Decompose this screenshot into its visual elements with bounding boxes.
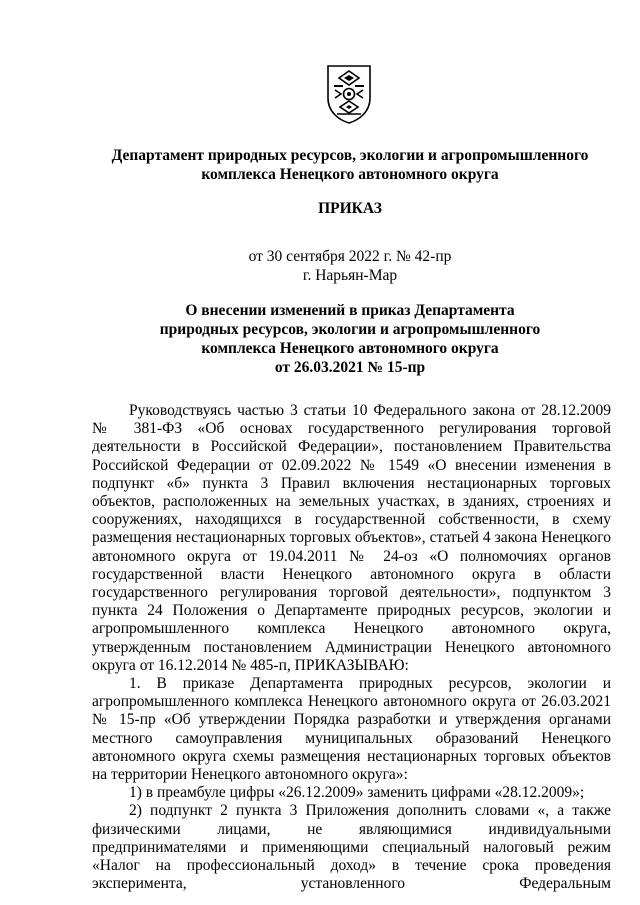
department-line-2: комплекса Ненецкого автономного округа: [201, 166, 499, 183]
subitem-1-paragraph: 1) в преамбуле цифры «26.12.2009» заменить цифрами «28.12.2009»;: [129, 784, 585, 802]
subject-line-4: от 26.03.2021 № 15-пр: [274, 359, 426, 376]
order-date-block: [60, 247, 640, 285]
order-date-number: от 30 сентября 2022 г. № 42-пр: [248, 248, 452, 265]
document-body: [92, 402, 611, 893]
item-1-paragraph: 1. В приказе Департамента природных ресурсов, экологии и агропромышленного комплекса Ненецкого автономного округа от 26.03.2021 № 15-пр «Об утверждении Порядка разработки и утверждения органами местного самоуправления муниципальных образований Ненецкого автономного округа схемы размещения нестационарных торговых объектов на территории Ненецкого автономного округа»:: [92, 675, 611, 784]
order-subject: [60, 301, 640, 377]
preamble-paragraph: Руководствуясь частью 3 статьи 10 Федерального закона от 28.12.2009 № 381-ФЗ «Об основах государственного регулирования торговой деятельности в Российской Федерации», постановлением Правительства Российской Федерации от 02.09.2022 № 1549 «О внесении изменения в подпункт «б» пункта 3 Правил включения нестационарных торговых объектов, расположенных на земельных участках, в зданиях, строениях и сооружениях, находящихся в государственной собственности, в схему размещения нестационарных торговых объектов», статьей 4 закона Ненецкого автономного округа от 19.04.2011 № 24-оз «О полномочиях органов государственной власти Ненецкого автономного округа в области государственного регулирования торговой деятельности», подпунктом 3 пункта 24 Положения о Департаменте природных ресурсов, экологии и агропромышленного комплекса Ненецкого автономного округа, утвержденным постановлением Администрации Ненецкого автономного округа от 16.12.2014 № 485-п, ПРИКАЗЫВАЮ:: [92, 402, 611, 674]
subject-line-2: природных ресурсов, экологии и агропромышленного: [159, 321, 541, 338]
department-line-1: Департамент природных ресурсов, экологии и агропромышленного: [111, 147, 589, 164]
nenets-coat-of-arms-icon: [325, 64, 373, 124]
document-title: ПРИКАЗ: [318, 200, 382, 217]
department-name: [60, 146, 640, 184]
subject-line-1: О внесении изменений в приказ Департамента: [185, 302, 515, 319]
subject-line-3: комплекса Ненецкого автономного округа: [201, 340, 499, 357]
order-city: г. Нарьян-Мар: [302, 267, 398, 284]
subitem-2-paragraph: 2) подпункт 2 пункта 3 Приложения дополнить словами «, а также физическими лицами, не являющимися индивидуальными предпринимателями и применяющими специальный налоговый режим «Налог на профессиональный доход» в течение срока проведения эксперимента, установленного Федеральным: [92, 802, 611, 893]
